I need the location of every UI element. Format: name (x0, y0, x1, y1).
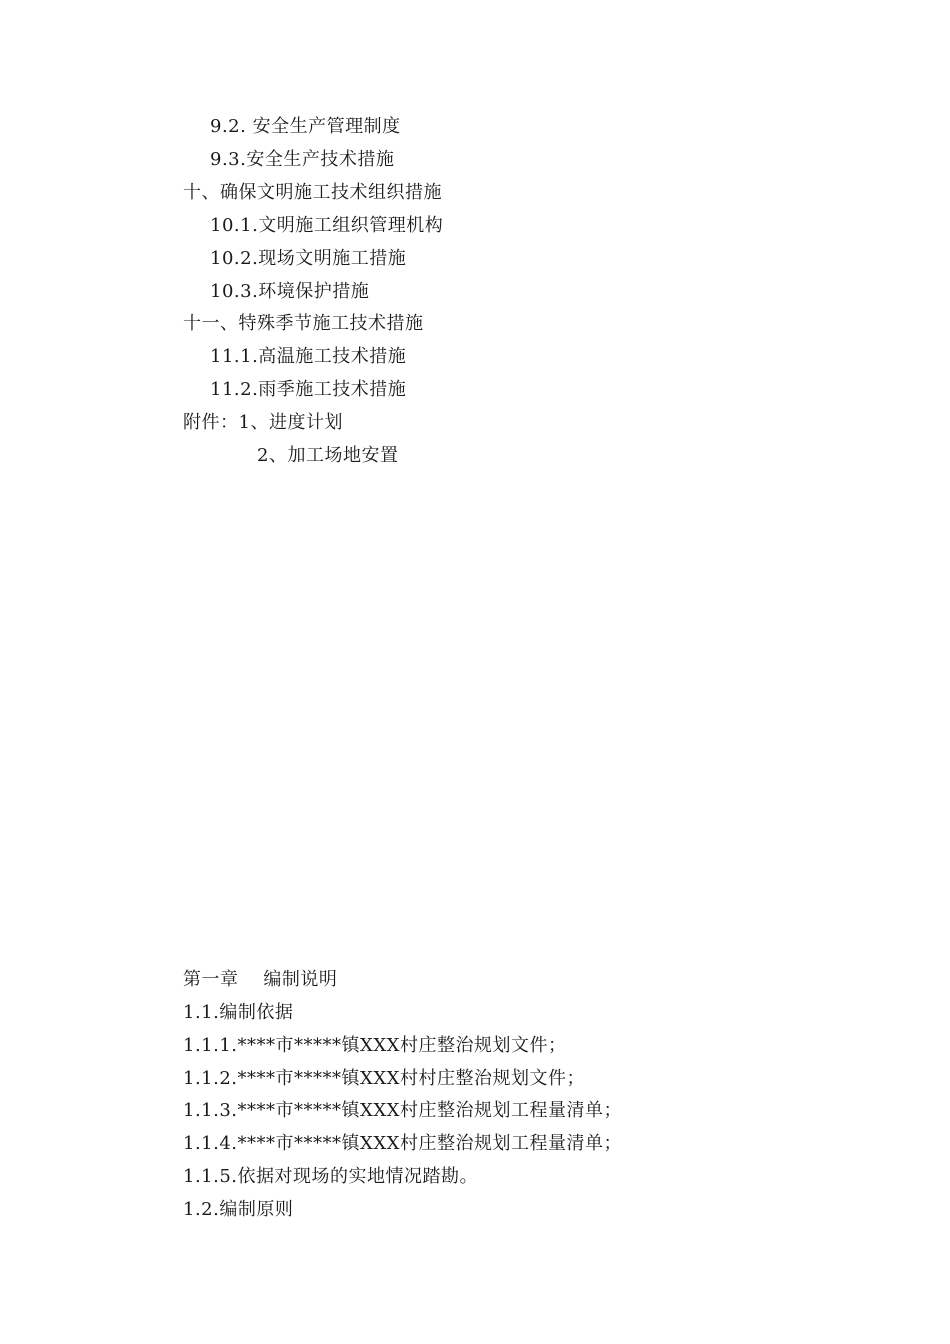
toc-chapter-10: 十、确保文明施工技术组织措施 (183, 182, 442, 203)
toc-attachment-1: 附件：1、进度计划 (183, 412, 343, 433)
toc-item-10-2: 10.2.现场文明施工措施 (210, 248, 407, 269)
basis-item: 1.1.3.****市*****镇XXX村庄整治规划工程量清单； (183, 1100, 622, 1121)
section-heading-principle: 1.2.编制原则 (183, 1199, 294, 1220)
toc-item-11-2: 11.2.雨季施工技术措施 (210, 379, 407, 400)
basis-item: 1.1.4.****市*****镇XXX村庄整治规划工程量清单； (183, 1133, 622, 1154)
toc-item-11-1: 11.1.高温施工技术措施 (210, 346, 407, 367)
basis-item: 1.1.1.****市*****镇XXX村庄整治规划文件； (183, 1035, 567, 1056)
toc-item-9-2: 9.2. 安全生产管理制度 (210, 116, 401, 137)
basis-item: 1.1.2.****市*****镇XXX村村庄整治规划文件； (183, 1068, 585, 1089)
chapter-heading: 第一章 编制说明 (183, 969, 338, 990)
basis-item: 1.1.5.依据对现场的实地情况踏勘。 (183, 1166, 479, 1187)
toc-attachment-2: 2、加工场地安置 (257, 445, 399, 466)
toc-chapter-11: 十一、特殊季节施工技术措施 (183, 313, 424, 334)
toc-item-10-1: 10.1.文明施工组织管理机构 (210, 215, 444, 236)
section-heading-basis: 1.1.编制依据 (183, 1002, 294, 1023)
toc-item-9-3: 9.3.安全生产技术措施 (210, 149, 395, 170)
toc-item-10-3: 10.3.环境保护措施 (210, 281, 370, 302)
